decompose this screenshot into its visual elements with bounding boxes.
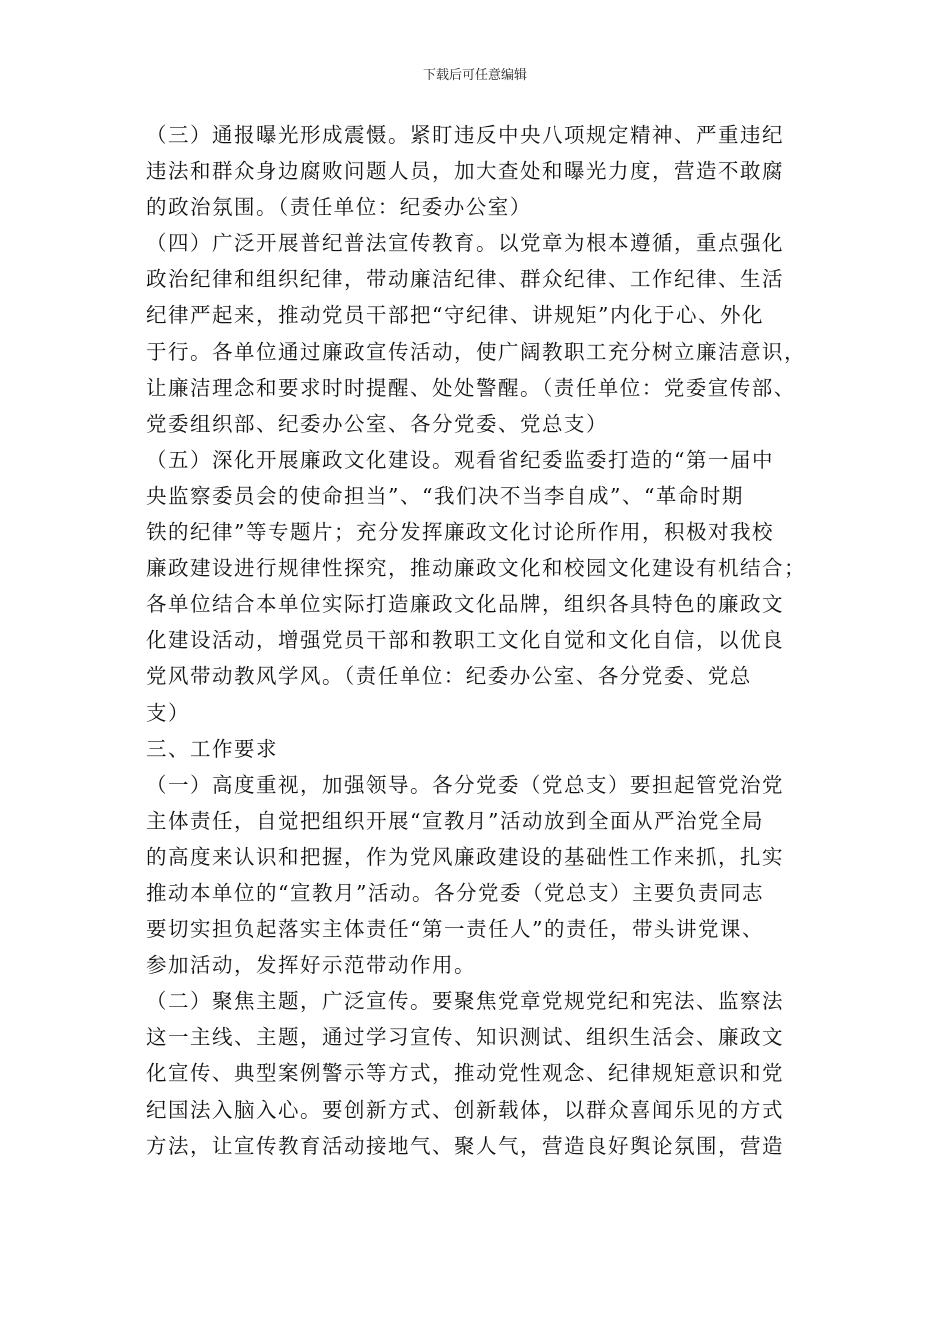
text-line: 这一主线、主题，通过学习宣传、知识测试、组织生活会、廉政文 xyxy=(146,1025,784,1050)
text-line: 各单位结合本单位实际打造廉政文化品牌，组织各具特色的廉政文 xyxy=(146,592,784,617)
section-heading: 三、工作要求 xyxy=(146,736,278,761)
text-line: 党委组织部、纪委办公室、各分党委、党总支） xyxy=(146,411,608,436)
text-line: 廉政建设进行规律性探究，推动廉政文化和校园文化建设有机结合； xyxy=(146,556,806,581)
text-line: 的高度来认识和把握，作为党风廉政建设的基础性工作来抓，扎实 xyxy=(146,844,784,869)
text-line: 方法，让宣传教育活动接地气、聚人气，营造良好舆论氛围，营造 xyxy=(146,1133,784,1158)
text-line: 于行。各单位通过廉政宣传活动，使广阔教职工充分树立廉洁意识， xyxy=(146,339,806,364)
text-line: 化建设活动，增强党员干部和教职工文化自觉和文化自信，以优良 xyxy=(146,628,784,653)
text-line: 化宣传、典型案例警示等方式，推动党性观念、纪律规矩意识和党 xyxy=(146,1061,784,1086)
text-line: 违法和群众身边腐败问题人员，加大查处和曝光力度，营造不敢腐 xyxy=(146,159,784,184)
text-line: 主体责任，自觉把组织开展“宣教月”活动放到全面从严治党全局 xyxy=(146,808,764,833)
text-line: 推动本单位的“宣教月”活动。各分党委（党总支）主要负责同志 xyxy=(146,880,764,905)
text-line: （一）高度重视，加强领导。各分党委（党总支）要担起管党治党 xyxy=(146,772,784,797)
text-line: 的政治氛围。（责任单位：纪委办公室） xyxy=(146,195,532,220)
text-line: （四）广泛开展普纪普法宣传教育。以党章为根本遵循，重点强化 xyxy=(146,231,784,256)
text-line: 纪律严起来，推动党员干部把“守纪律、讲规矩”内化于心、外化 xyxy=(146,303,764,328)
text-line: （三）通报曝光形成震慑。紧盯违反中央八项规定精神、严重违纪 xyxy=(146,123,784,147)
text-line: 支） xyxy=(146,700,190,725)
text-line: 党风带动教风学风。（责任单位：纪委办公室、各分党委、党总 xyxy=(146,664,752,689)
text-line: 政治纪律和组织纪律，带动廉洁纪律、群众纪律、工作纪律、生活 xyxy=(146,267,784,292)
text-line: 要切实担负起落实主体责任“第一责任人”的责任，带头讲党课、 xyxy=(146,917,764,942)
text-line: 央监察委员会的使命担当”、“我们决不当李自成”、“革命时期 xyxy=(146,483,744,508)
text-line: （五）深化开展廉政文化建设。观看省纪委监委打造的“第一届中 xyxy=(146,447,774,472)
text-line: 参加活动，发挥好示范带动作用。 xyxy=(146,953,476,978)
text-line: （二）聚焦主题，广泛宣传。要聚焦党章党规党纪和宪法、监察法 xyxy=(146,989,784,1014)
text-line: 纪国法入脑入心。要创新方式、创新载体，以群众喜闻乐见的方式 xyxy=(146,1097,784,1122)
body-text xyxy=(146,117,806,1164)
text-line: 铁的纪律”等专题片；充分发挥廉政文化讨论所作用，积极对我校 xyxy=(146,520,774,545)
text-line: 让廉洁理念和要求时时提醒、处处警醒。（责任单位：党委宣传部、 xyxy=(146,375,796,400)
page-header: 下载后可任意编辑 xyxy=(422,68,527,83)
